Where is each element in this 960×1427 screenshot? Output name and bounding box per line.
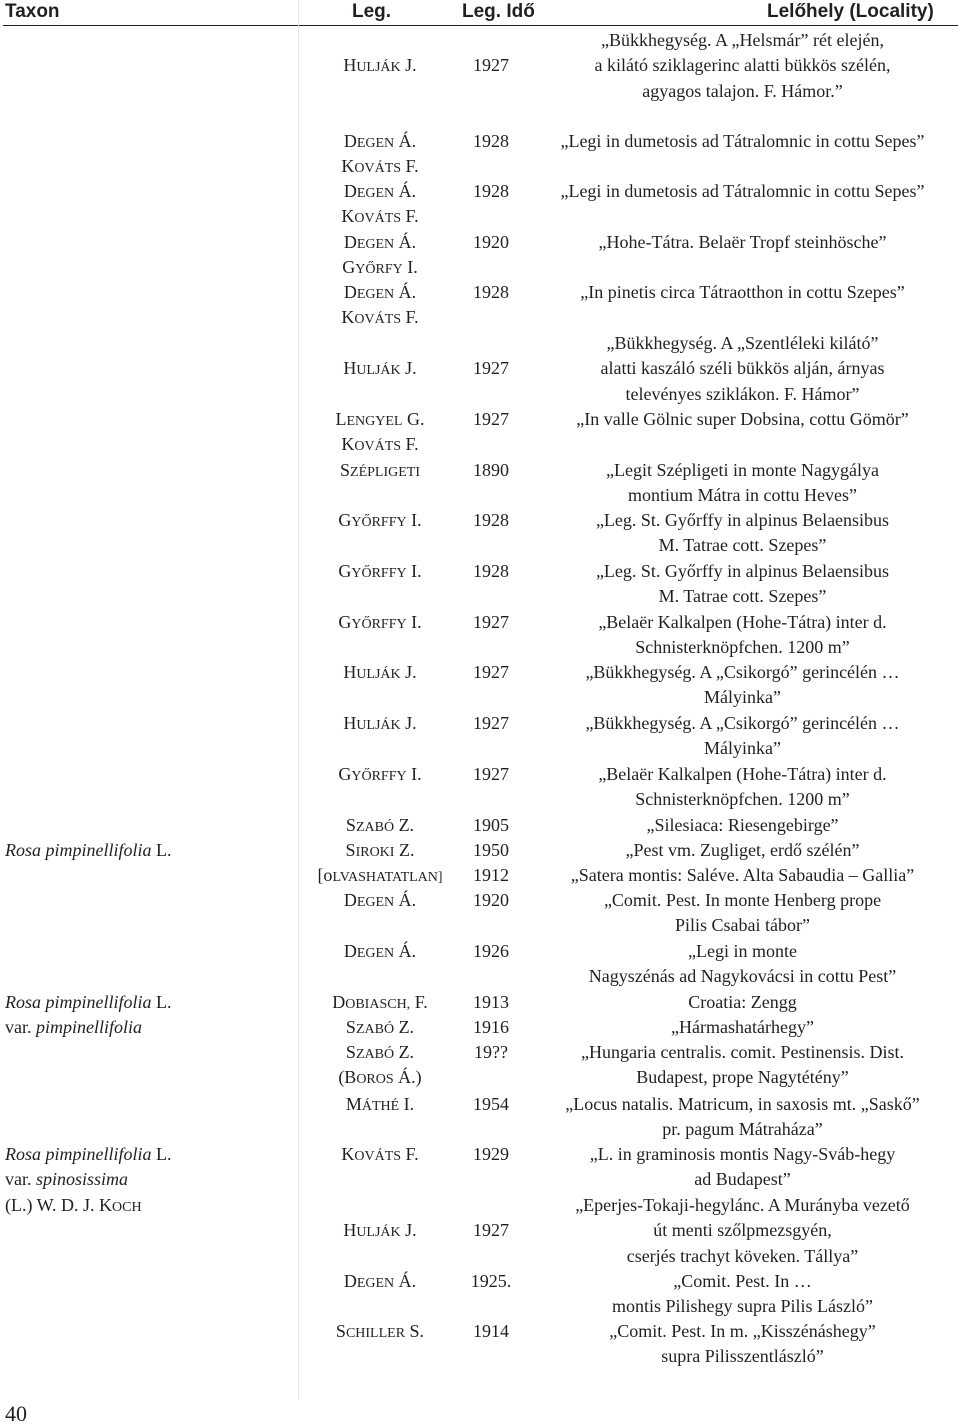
- locality-text: „Satera montis: Saléve. Alta Sabaudia – Gallia”: [570, 865, 915, 885]
- collector-name: KOVÁTS F.: [341, 206, 419, 227]
- collection-year: 1890: [473, 460, 509, 480]
- collection-year: 1927: [473, 662, 509, 682]
- collector-name: DEGEN Á.: [343, 282, 417, 302]
- collector-name: SZABÓ Z.: [345, 1042, 415, 1062]
- collection-year: 19??: [474, 1042, 508, 1062]
- locality-text: supra Pilisszentlászló”: [661, 1346, 824, 1367]
- collector-name: DEGEN Á.: [343, 181, 417, 201]
- locality-text: „Comit. Pest. In m. „Kisszénáshegy”: [609, 1321, 876, 1341]
- collection-year: 1912: [473, 865, 509, 885]
- locality-text: „In valle Gölnic super Dobsina, cottu Gömör”: [576, 409, 909, 429]
- taxon-name: var. pimpinellifolia: [5, 1017, 142, 1038]
- collection-year: 1928: [473, 181, 509, 201]
- locality-text: „Leg. St. Győrffy in alpinus Belaensibus: [595, 510, 890, 530]
- locality-text: Croatia: Zengg: [688, 992, 797, 1012]
- locality-text: „Hohe-Tátra. Belaër Tropf steinhösche”: [598, 232, 887, 252]
- locality-text: „Bükkhegység. A „Csikorgó” gerincélén …: [585, 713, 900, 733]
- collector-name: HULJÁK J.: [343, 1220, 417, 1241]
- collector-name: SZABÓ Z.: [345, 815, 415, 835]
- collector-name: GYŐRFFY I.: [338, 612, 422, 632]
- collector-name: HULJÁK J.: [343, 713, 417, 733]
- locality-text: „Legi in dumetosis ad Tátralomnic in cottu Sepes”: [560, 131, 925, 151]
- locality-text: „Legi in monte: [688, 941, 797, 961]
- locality-text: ad Budapest”: [694, 1169, 791, 1190]
- column-divider: [298, 0, 299, 1400]
- collector-name: KOVÁTS F.: [341, 156, 419, 177]
- collection-year: 1916: [473, 1017, 509, 1037]
- collector-name: GYŐRFFY I.: [338, 764, 422, 784]
- taxon-name: var. spinosissima: [5, 1169, 129, 1190]
- collector-name: DEGEN Á.: [343, 890, 417, 910]
- collector-name: KOVÁTS F.: [341, 434, 419, 455]
- collector-name: (BOROS Á.): [338, 1067, 422, 1088]
- locality-text: Mályinka”: [704, 738, 781, 759]
- collector-name: HULJÁK J.: [343, 662, 417, 682]
- locality-text: Budapest, prope Nagytétény”: [636, 1067, 849, 1088]
- collector-name: GYŐRFFY I.: [338, 510, 422, 530]
- locality-text: montium Mátra in cottu Heves”: [628, 485, 857, 506]
- collection-year: 1920: [473, 890, 509, 910]
- locality-text: „Pest vm. Zugliget, erdő szélén”: [625, 840, 860, 860]
- locality-text: pr. pagum Mátraháza”: [662, 1119, 823, 1140]
- header-leg: Leg.: [352, 1, 392, 22]
- collector-name: KOVÁTS F.: [341, 307, 419, 328]
- locality-text: televényes sziklákon. F. Hámor”: [625, 383, 860, 404]
- locality-text: Mályinka”: [704, 687, 781, 708]
- collector-name: LENGYEL G.: [335, 409, 425, 429]
- locality-text: a kilátó sziklagerinc alatti bükkös szélén,: [594, 55, 891, 76]
- collector-name: MÁTHÉ I.: [345, 1094, 415, 1114]
- collection-year: 1954: [473, 1094, 509, 1114]
- locality-text: „Silesiaca: Riesengebirge”: [646, 815, 839, 835]
- collection-year: 1928: [473, 131, 509, 151]
- collector-name: GYŐRFY I.: [342, 257, 418, 278]
- collection-year: 1920: [473, 232, 509, 252]
- collector-name: DOBIASCH, F.: [332, 992, 428, 1012]
- locality-text: „In pinetis circa Tátraotthon in cottu Szepes”: [580, 282, 905, 302]
- locality-text: „Bükkhegység. A „Helsmár” rét elején,: [601, 30, 884, 50]
- locality-text: „Locus natalis. Matricum, in saxosis mt. „Saskő”: [565, 1094, 920, 1114]
- collector-name: DEGEN Á.: [343, 1271, 417, 1291]
- locality-text: Schnisterknöpfchen. 1200 m”: [635, 637, 850, 658]
- collector-name: SCHILLER S.: [335, 1321, 425, 1341]
- collection-year: 1927: [473, 358, 509, 379]
- locality-text: M. Tatrae cott. Szepes”: [658, 586, 827, 607]
- collector-name: SZABÓ Z.: [345, 1017, 415, 1037]
- collection-year: 1927: [473, 764, 509, 784]
- locality-text: „Legit Szépligeti in monte Nagygálya: [606, 460, 879, 480]
- locality-text: „L. in graminosis montis Nagy-Sváb-hegy: [589, 1144, 896, 1164]
- collection-year: 1927: [473, 409, 509, 429]
- taxon-name: (L.) W. D. J. KOCH: [5, 1194, 142, 1215]
- collection-year: 1925.: [470, 1271, 512, 1291]
- collection-year: 1927: [473, 713, 509, 733]
- collection-year: 1905: [473, 815, 509, 835]
- collection-year: 1929: [473, 1144, 509, 1164]
- locality-text: alatti kaszáló széli bükkös alján, árnyas: [600, 358, 885, 379]
- locality-text: „Comit. Pest. In monte Henberg prope: [603, 890, 882, 910]
- collector-name: SIROKI Z.: [345, 840, 415, 860]
- collection-year: 1927: [473, 1220, 509, 1241]
- locality-text: „Hungaria centralis. comit. Pestinensis. Dist.: [581, 1042, 904, 1062]
- collector-name: HULJÁK J.: [343, 55, 417, 76]
- collection-year: 1927: [473, 55, 509, 76]
- locality-text: „Belaër Kalkalpen (Hohe-Tátra) inter d.: [598, 612, 887, 632]
- collection-year: 1928: [473, 282, 509, 302]
- collector-name: SZÉPLIGETI: [340, 460, 420, 480]
- locality-text: M. Tatrae cott. Szepes”: [658, 535, 827, 556]
- taxon-name: Rosa pimpinellifolia L.: [5, 840, 172, 860]
- collection-year: 1914: [473, 1321, 509, 1341]
- locality-text: cserjés trachyt köveken. Tállya”: [626, 1245, 859, 1266]
- collector-name: DEGEN Á.: [343, 941, 417, 961]
- locality-text: „Hármashatárhegy”: [671, 1017, 814, 1037]
- collection-year: 1950: [473, 840, 509, 860]
- locality-text: „Eperjes-Tokaji-hegylánc. A Murányba vezető: [575, 1195, 910, 1215]
- collector-name: [oLVASHATATLAN]: [317, 865, 443, 885]
- collection-year: 1928: [473, 561, 509, 581]
- locality-text: „Leg. St. Győrffy in alpinus Belaensibus: [595, 561, 890, 581]
- locality-text: Pilis Csabai tábor”: [675, 915, 810, 936]
- collection-year: 1913: [473, 992, 509, 1012]
- collector-name: DEGEN Á.: [343, 131, 417, 151]
- table-header: [0, 0, 960, 24]
- collection-year: 1927: [473, 612, 509, 632]
- page-number: 40: [5, 1401, 27, 1426]
- locality-text: Nagyszénás ad Nagykovácsi in cottu Pest”: [588, 966, 897, 987]
- collection-year: 1926: [473, 941, 509, 961]
- collection-year: 1928: [473, 510, 509, 530]
- header-rule: [3, 25, 958, 26]
- locality-text: út menti szőlpmezsgyén,: [653, 1220, 832, 1241]
- header-leg-ido: Leg. Idő: [462, 1, 535, 22]
- locality-text: Schnisterknöpfchen. 1200 m”: [635, 789, 850, 810]
- collector-name: KOVÁTS F.: [341, 1144, 419, 1164]
- locality-text: „Bükkhegység. A „Szentléleki kilátó”: [606, 333, 879, 353]
- locality-text: „Legi in dumetosis ad Tátralomnic in cottu Sepes”: [560, 181, 925, 201]
- locality-text: „Belaër Kalkalpen (Hohe-Tátra) inter d.: [598, 764, 887, 784]
- locality-text: montis Pilishegy supra Pilis László”: [612, 1296, 873, 1317]
- locality-text: „Comit. Pest. In …: [673, 1271, 812, 1291]
- collector-name: HULJÁK J.: [343, 358, 417, 379]
- locality-text: „Bükkhegység. A „Csikorgó” gerincélén …: [585, 662, 900, 682]
- taxon-name: Rosa pimpinellifolia L.: [5, 992, 172, 1012]
- collector-name: DEGEN Á.: [343, 232, 417, 252]
- locality-text: agyagos talajon. F. Hámor.”: [642, 80, 843, 101]
- collector-name: GYŐRFFY I.: [338, 561, 422, 581]
- header-locality: Lelőhely (Locality): [767, 1, 934, 22]
- taxon-name: Rosa pimpinellifolia L.: [5, 1144, 172, 1164]
- header-taxon: Taxon: [5, 1, 60, 22]
